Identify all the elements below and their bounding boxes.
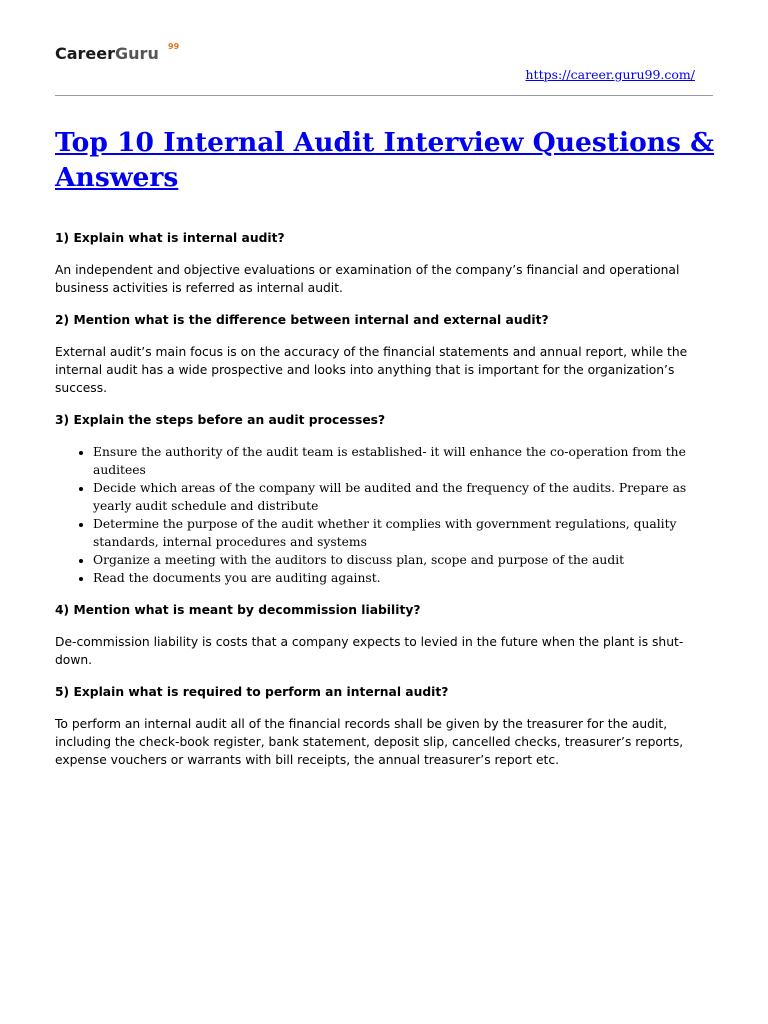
answer-2: External audit’s main focus is on the accuracy of the financial statements and annual report, while the internal audit has a wide prospective and looks into anything that is important for the organization’s success. [55,345,688,395]
logo-guru-text: Guru [115,44,159,63]
question-3: 3) Explain the steps before an audit processes? [55,413,386,427]
careerguru-logo[interactable] [55,42,180,64]
answer-4: De-commission liability is costs that a company expects to levied in the future when the plant is shut-down. [55,635,684,667]
header-divider [55,95,713,96]
qa-content [55,229,715,783]
list-item: • Decide which areas of the company will be audited and the frequency of the audits. Prepare as yearly audit schedule and distribute [93,479,715,515]
question-2: 2) Mention what is the difference between internal and external audit? [55,313,549,327]
list-item: • Read the documents you are auditing against. [93,569,715,587]
question-5: 5) Explain what is required to perform an internal audit? [55,685,449,699]
steps-list [55,443,715,587]
page-title[interactable]: Top 10 Internal Audit Interview Questions & Answers [55,127,715,193]
logo-career-text: Career [55,44,116,63]
list-item: • Ensure the authority of the audit team is established- it will enhance the co-operation from the auditees [93,443,715,479]
list-item: • Organize a meeting with the auditors to discuss plan, scope and purpose of the audit [93,551,715,569]
list-item: • Determine the purpose of the audit whether it complies with government regulations, quality standards, internal procedures and systems [93,515,715,551]
answer-1: An independent and objective evaluations or examination of the company’s financial and operational business activities is referred as internal audit. [55,263,680,295]
question-1: 1) Explain what is internal audit? [55,231,285,245]
logo-99-superscript: 99 [168,42,180,51]
question-4: 4) Mention what is meant by decommission liability? [55,603,421,617]
answer-5: To perform an internal audit all of the financial records shall be given by the treasurer for the audit, including the check-book register, bank statement, deposit slip, cancelled checks, treasurer’s reports, expense vouchers or warrants with bill receipts, the annual treasurer’s report etc. [55,717,684,767]
site-url-link[interactable]: https://career.guru99.com/ [525,67,695,82]
